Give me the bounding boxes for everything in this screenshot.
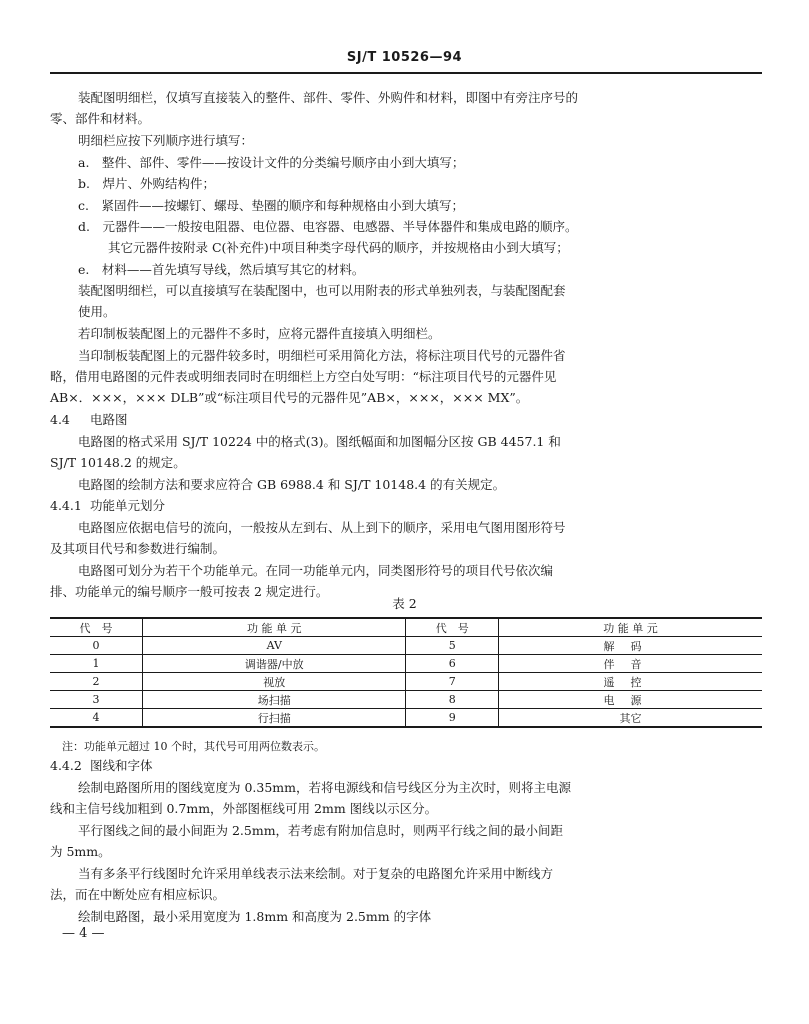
list-item: b. 焊片、外购结构件； [78, 176, 215, 191]
page-header: SJ/T 10526—94 [346, 50, 463, 65]
table-cell: 遥控 [499, 673, 762, 691]
table-cell: 3 [50, 691, 143, 709]
paragraph-line: 电路图的绘制方法和要求应符合 GB 6988.4 和 SJ/T 10148.4 的有关规定。 [78, 477, 506, 492]
table-cell: 7 [406, 673, 499, 691]
table-cell: 8 [406, 691, 499, 709]
header-code: 代 号 [50, 618, 143, 637]
table-cell: 解码 [499, 637, 762, 655]
paragraph-line: 若印制板装配图上的元器件不多时，应将元器件直接填入明细栏。 [78, 326, 441, 341]
table-row [50, 709, 762, 728]
paragraph-line: 绘制电路图，最小采用宽度为 1.8mm 和高度为 2.5mm 的字体 [78, 909, 432, 924]
paragraph-line: 零、部件和材料。 [50, 111, 151, 126]
table-row [50, 655, 762, 673]
table-cell: 9 [406, 709, 499, 728]
table-cell: 4 [50, 709, 143, 728]
section-number: 4.4.2 [50, 758, 82, 773]
paragraph-line: 装配图明细栏，可以直接填写在装配图中，也可以用附表的形式单独列表，与装配图配套 [78, 283, 566, 298]
table-cell: 6 [406, 655, 499, 673]
section-number: 4.4.1 [50, 498, 82, 513]
paragraph-line: 装配图明细栏，仅填写直接装入的整件、部件、零件、外购件和材料，即图中有旁注序号的 [78, 90, 579, 105]
list-item-continuation: 其它元器件按附录 C(补充件)中项目种类字母代码的顺序，并按规格由小到大填写； [108, 240, 569, 255]
paragraph-line: 使用。 [78, 304, 116, 319]
paragraph-line: 当印制板装配图上的元器件较多时，明细栏可采用简化方法，将标注项目代号的元器件省 [78, 348, 566, 363]
function-unit-table [50, 617, 762, 728]
table-cell: 1 [50, 655, 143, 673]
paragraph-line: 电路图的格式采用 SJ/T 10224 中的格式(3)。图纸幅面和加图幅分区按 GB 4457.1 和 [78, 434, 561, 449]
paragraph-line: 法，而在中断处应有相应标识。 [50, 887, 226, 902]
table-note: 注：功能单元超过 10 个时，其代号可用两位数表示。 [62, 740, 325, 753]
section-heading-4-4-2 [50, 758, 153, 773]
paragraph-line: 当有多条平行线图时允许采用单线表示法来绘制。对于复杂的电路图允许采用中断线方 [78, 866, 554, 881]
section-title: 图线和字体 [90, 758, 153, 773]
header-rule [50, 72, 762, 74]
paragraph-line: 为 5mm。 [50, 844, 111, 859]
header-function-unit: 功 能 单 元 [143, 618, 406, 637]
table-header-row [50, 618, 762, 637]
table-cell: 调谐器/中放 [143, 655, 406, 673]
header-function-unit: 功 能 单 元 [499, 618, 762, 637]
paragraph-line: 排、功能单元的编号顺序一般可按表 2 规定进行。 [50, 584, 329, 599]
list-item: a. 整件、部件、零件——按设计文件的分类编号顺序由小到大填写； [78, 155, 465, 170]
table-cell: 场扫描 [143, 691, 406, 709]
page-number: — 4 — [62, 926, 105, 941]
list-item: e. 材料——首先填写导线，然后填写其它的材料。 [78, 262, 365, 277]
section-number: 4.4 [50, 412, 70, 427]
paragraph-line: 电路图可划分为若干个功能单元。在同一功能单元内，同类图形符号的项目代号依次编 [78, 563, 554, 578]
header-code: 代 号 [406, 618, 499, 637]
table-cell: 伴音 [499, 655, 762, 673]
table-cell: 视放 [143, 673, 406, 691]
section-heading-4-4 [50, 412, 128, 427]
table-row [50, 637, 762, 655]
table-row [50, 691, 762, 709]
table-cell: 电源 [499, 691, 762, 709]
paragraph-line: 略，借用电路图的元件表或明细表同时在明细栏上方空白处写明：“标注项目代号的元器件见 [50, 369, 557, 384]
table-cell: 0 [50, 637, 143, 655]
section-title: 功能单元划分 [90, 498, 166, 513]
paragraph-line: 平行图线之间的最小间距为 2.5mm，若考虑有附加信息时，则两平行线之间的最小间距 [78, 823, 564, 838]
table-row [50, 673, 762, 691]
paragraph-line: 绘制电路图所用的图线宽度为 0.35mm，若将电源线和信号线区分为主次时，则将主电源 [78, 780, 572, 795]
table-caption: 表 2 [392, 596, 417, 611]
paragraph-line: 明细栏应按下列顺序进行填写： [78, 133, 254, 148]
table-cell: 行扫描 [143, 709, 406, 728]
table-cell: AV [143, 637, 406, 655]
table-cell: 其它 [499, 709, 762, 728]
paragraph-line: 电路图应依据电信号的流向，一般按从左到右、从上到下的顺序，采用电气图用图形符号 [78, 520, 566, 535]
section-heading-4-4-1 [50, 498, 165, 513]
paragraph-line: AB×．×××，××× DLB”或“标注项目代号的元器件见”AB×，×××，××× MX”。 [50, 390, 529, 405]
table-cell: 5 [406, 637, 499, 655]
paragraph-line: 及其项目代号和参数进行编制。 [50, 541, 226, 556]
paragraph-line: SJ/T 10148.2 的规定。 [50, 455, 186, 470]
section-title: 电路图 [90, 412, 128, 427]
paragraph-line: 线和主信号线加粗到 0.7mm，外部图框线可用 2mm 图线以示区分。 [50, 801, 438, 816]
table-cell: 2 [50, 673, 143, 691]
list-item: d. 元器件——一般按电阻器、电位器、电容器、电感器、半导体器件和集成电路的顺序。 [78, 219, 578, 234]
list-item: c. 紧固件——按螺钉、螺母、垫圈的顺序和每种规格由小到大填写； [78, 198, 464, 213]
